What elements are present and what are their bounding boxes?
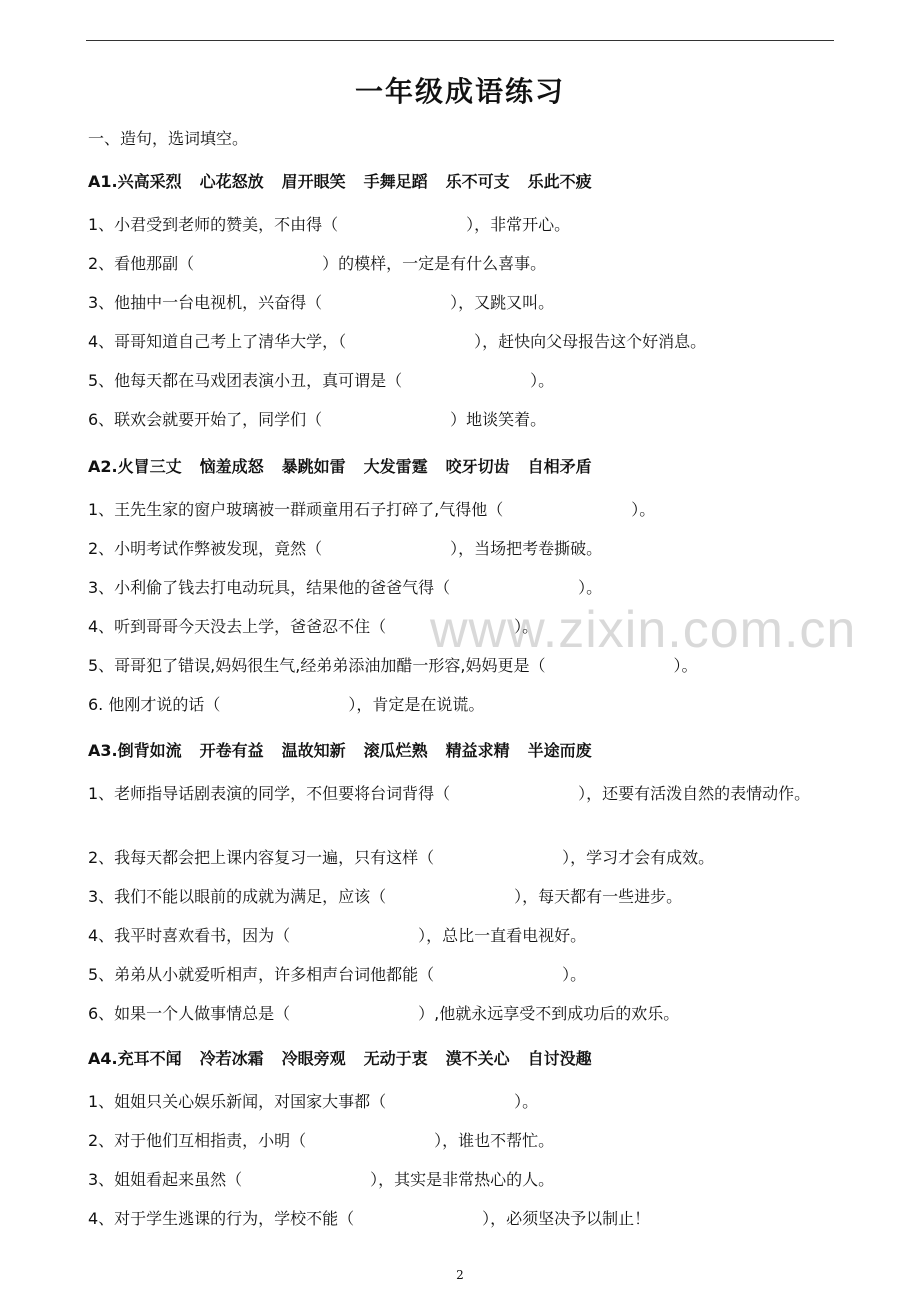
group-code: A3. [88, 741, 118, 760]
word-bank-item: 半途而废 [527, 741, 592, 760]
word-bank-item: 乐不可支 [445, 172, 510, 191]
word-bank [88, 454, 838, 493]
exercise-group-a2 [88, 454, 838, 731]
question-line: 5、弟弟从小就爱听相声，许多相声台词他都能（ ）。 [88, 965, 587, 984]
question-line: 2、看他那副（ ）的模样，一定是有什么喜事。 [88, 254, 547, 273]
question-line: 2、对于他们互相指责，小明（ ），谁也不帮忙。 [88, 1131, 555, 1150]
word-bank-item: 自相矛盾 [527, 457, 592, 476]
question-line: 6、如果一个人做事情总是（ ）,他就永远享受不到成功后的欢乐。 [88, 1004, 680, 1023]
word-bank-item: 大发雷霆 [363, 457, 428, 476]
exercise-group-a3 [88, 738, 838, 1040]
group-code: A4. [88, 1049, 118, 1068]
word-bank-item: 冷若冰霜 [199, 1049, 264, 1068]
question-line: 4、对于学生逃课的行为，学校不能（ ），必须坚决予以制止！ [88, 1209, 651, 1228]
word-bank-item: 漠不关心 [445, 1049, 510, 1068]
question-line: 1、姐姐只关心娱乐新闻，对国家大事都（ ）。 [88, 1092, 539, 1111]
word-bank [88, 738, 838, 777]
page-title: 一年级成语练习 [354, 75, 565, 108]
word-bank-item: 自讨没趣 [527, 1049, 592, 1068]
header-rule [86, 40, 834, 41]
word-bank-item: A3.倒背如流 [88, 741, 182, 760]
question-line: 5、他每天都在马戏团表演小丑，真可谓是（ ）。 [88, 371, 555, 390]
question-line: 1、老师指导话剧表演的同学，不但要将台词背得（ ），还要有活泼自然的表情动作。 [88, 784, 811, 803]
question-line: 3、姐姐看起来虽然（ ），其实是非常热心的人。 [88, 1170, 555, 1189]
question-line: 4、我平时喜欢看书，因为（ ），总比一直看电视好。 [88, 926, 587, 945]
question-line: 6、联欢会就要开始了，同学们（ ）地谈笑着。 [88, 410, 547, 429]
question-line: 4、听到哥哥今天没去上学，爸爸忍不住（ ）。 [88, 617, 539, 636]
exercise-group-a4 [88, 1046, 838, 1245]
exercise-group-a1 [88, 169, 838, 446]
page-number: 2 [456, 1268, 464, 1282]
word-bank-item: 无动于衷 [363, 1049, 428, 1068]
word-bank-item: 恼羞成怒 [199, 457, 264, 476]
question-line: 5、哥哥犯了错误,妈妈很生气,经弟弟添油加醋一形容,妈妈更是（ ）。 [88, 656, 698, 675]
word-bank-item: 咬牙切齿 [445, 457, 510, 476]
question-line: 2、小明考试作弊被发现，竟然（ ），当场把考卷撕破。 [88, 539, 603, 558]
word-bank-item: 温故知新 [281, 741, 346, 760]
watermark: www.zixin.com.cn [430, 601, 857, 659]
question-line: 6. 他刚才说的话（ ），肯定是在说谎。 [88, 695, 485, 714]
word-bank-item: A1.兴高采烈 [88, 172, 182, 191]
word-bank-item: A2.火冒三丈 [88, 457, 182, 476]
question-line: 3、小利偷了钱去打电动玩具，结果他的爸爸气得（ ）。 [88, 578, 603, 597]
word-bank-item: 眉开眼笑 [281, 172, 346, 191]
word-bank [88, 169, 838, 208]
word-bank-item: 冷眼旁观 [281, 1049, 346, 1068]
question-line: 3、我们不能以眼前的成就为满足，应该（ ），每天都有一些进步。 [88, 887, 683, 906]
question-line: 3、他抽中一台电视机，兴奋得（ ），又跳又叫。 [88, 293, 555, 312]
word-bank-item: 滚瓜烂熟 [363, 741, 428, 760]
word-bank-item: 暴跳如雷 [281, 457, 346, 476]
word-bank-item: A4.充耳不闻 [88, 1049, 182, 1068]
word-bank-item: 手舞足蹈 [363, 172, 428, 191]
section-heading: 一、造句，选词填空。 [88, 129, 249, 148]
word-bank [88, 1046, 838, 1085]
question-line: 1、小君受到老师的赞美，不由得（ ），非常开心。 [88, 215, 571, 234]
group-code: A2. [88, 457, 118, 476]
word-bank-item: 心花怒放 [199, 172, 264, 191]
group-code: A1. [88, 172, 118, 191]
question-line: 2、我每天都会把上课内容复习一遍，只有这样（ ），学习才会有成效。 [88, 848, 715, 867]
question-line: 4、哥哥知道自己考上了清华大学，（ ），赶快向父母报告这个好消息。 [88, 332, 707, 351]
word-bank-item: 开卷有益 [199, 741, 264, 760]
word-bank-item: 精益求精 [445, 741, 510, 760]
word-bank-item: 乐此不疲 [527, 172, 592, 191]
question-line: 1、王先生家的窗户玻璃被一群顽童用石子打碎了,气得他（ ）。 [88, 500, 656, 519]
